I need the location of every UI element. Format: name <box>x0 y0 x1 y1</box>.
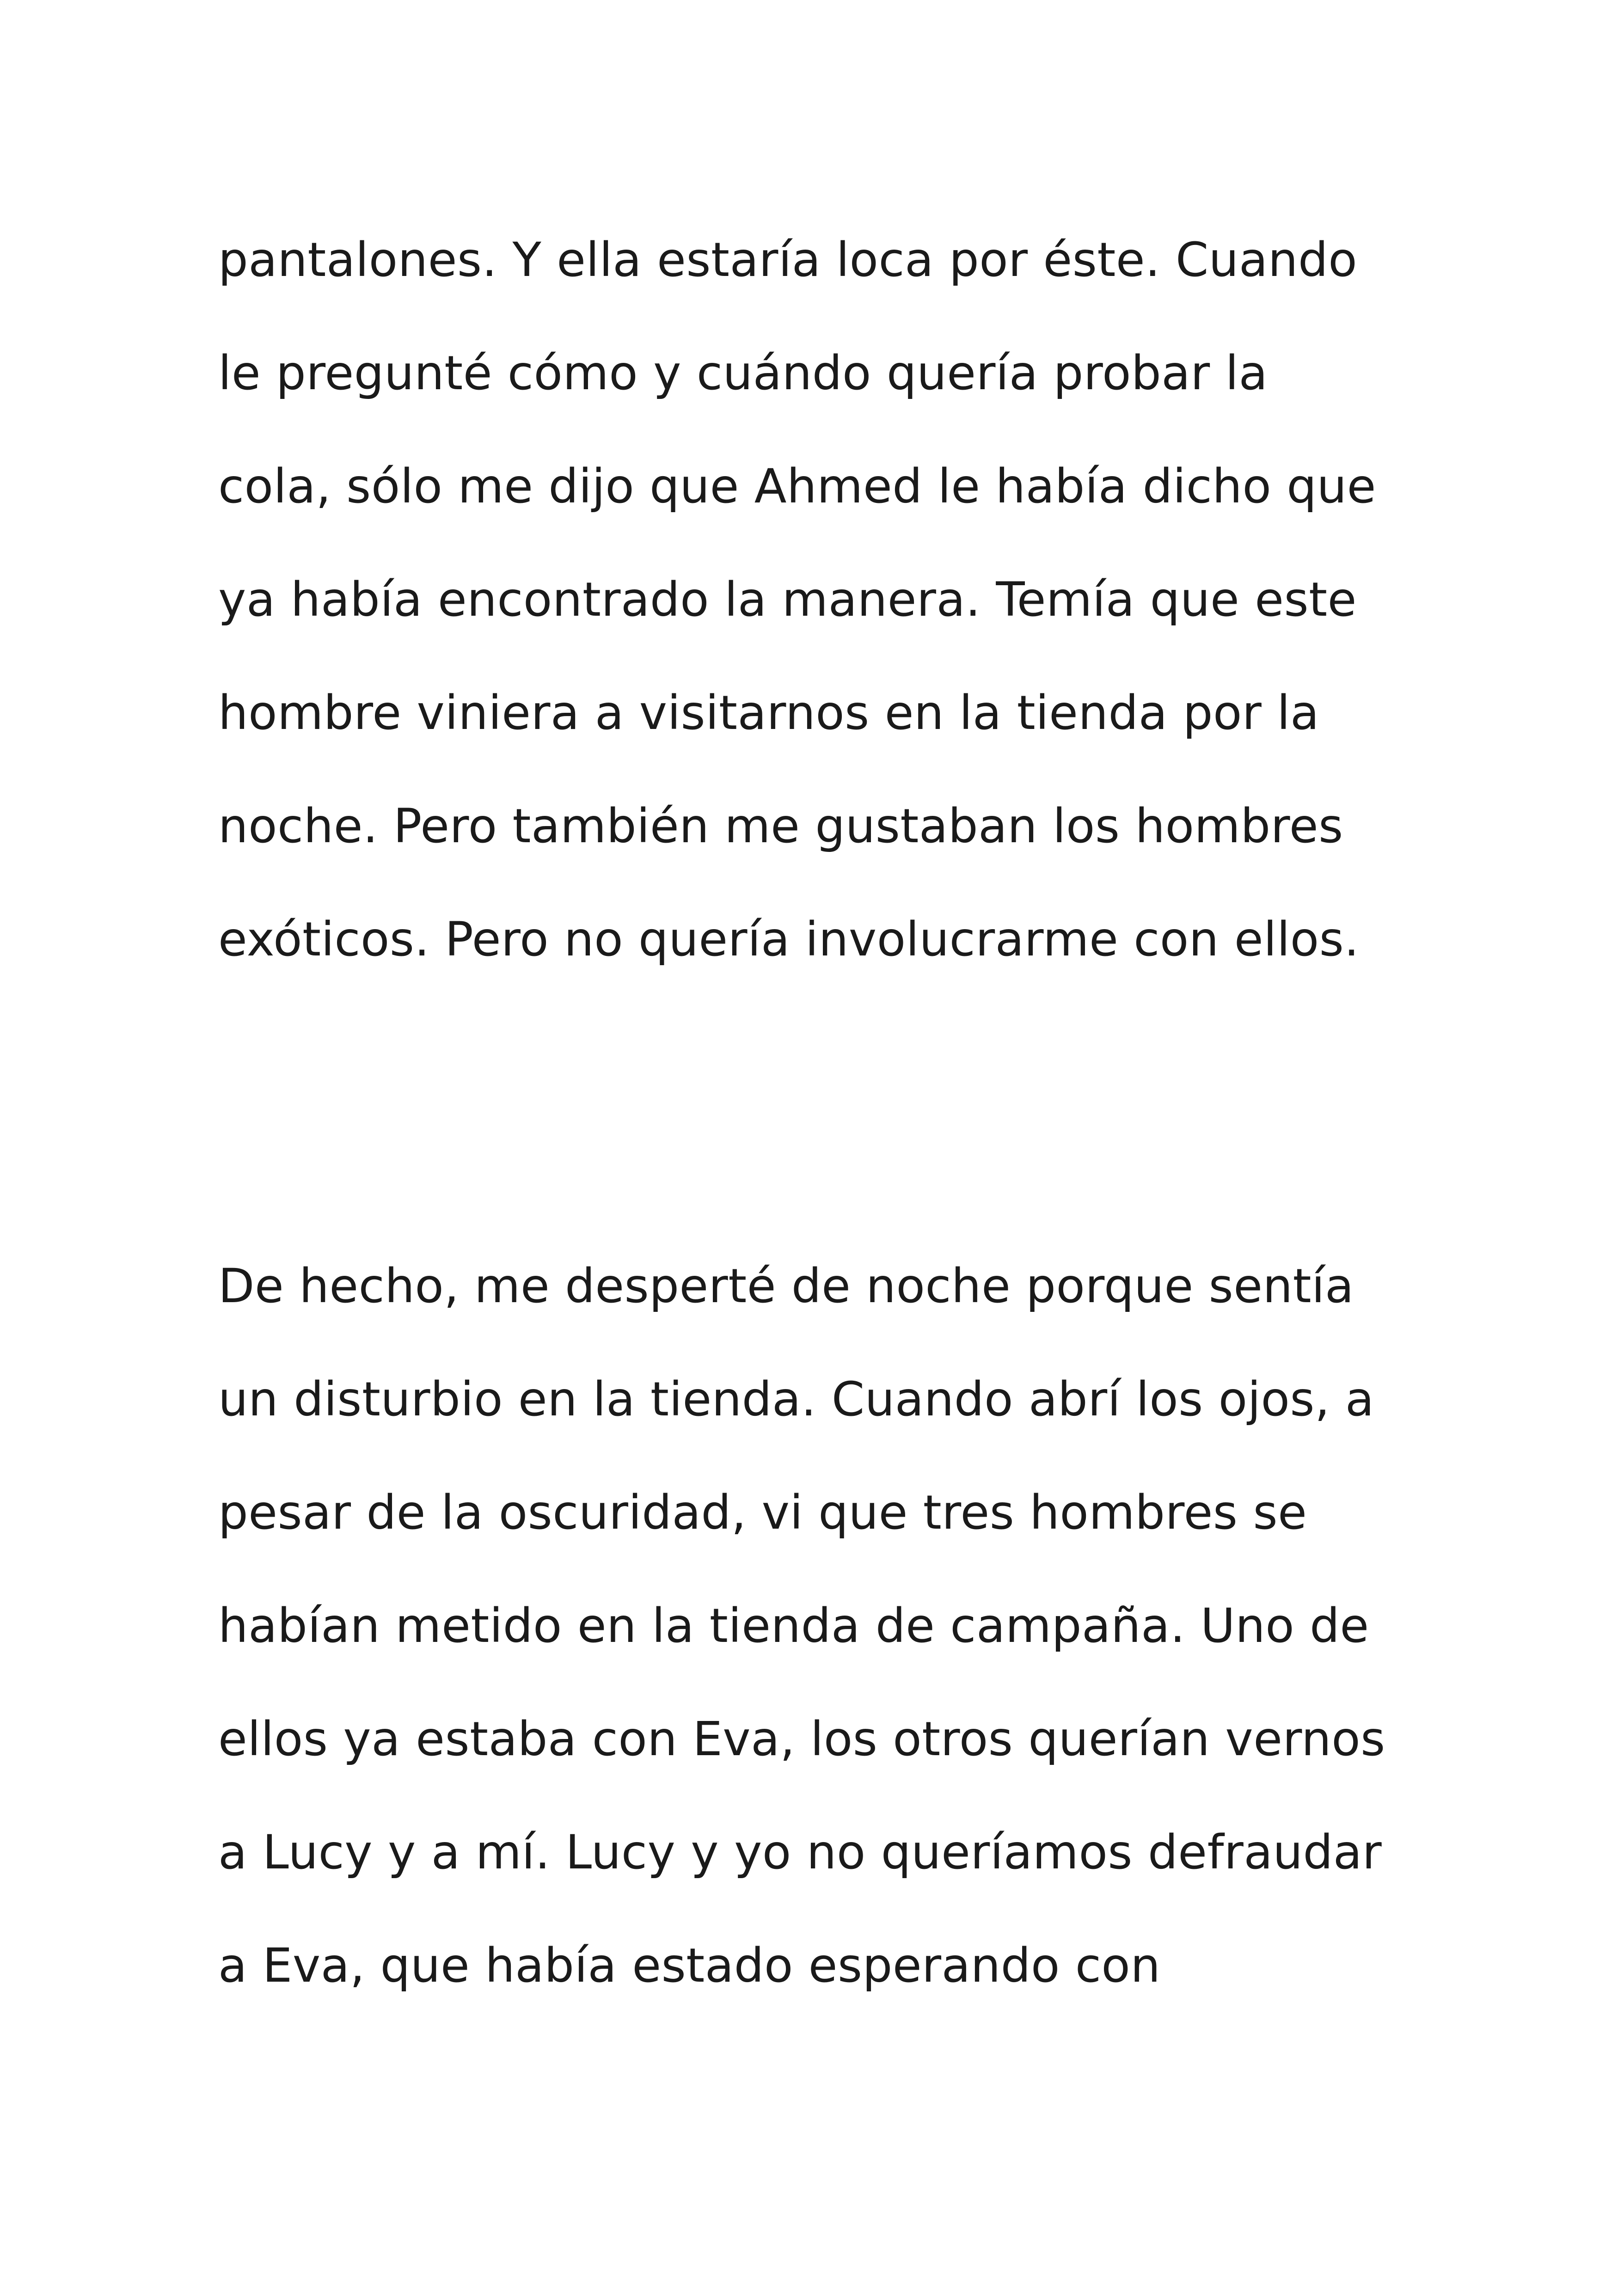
text-line: le pregunté cómo y cuándo quería probar la <box>218 346 1268 401</box>
text-line: un disturbio en la tienda. Cuando abrí los ojos, a <box>218 1372 1374 1427</box>
text-line: habían metido en la tienda de campaña. Uno de <box>218 1598 1369 1653</box>
text-line: a Eva, que había estado esperando con <box>218 1938 1161 1993</box>
text-line: cola, sólo me dijo que Ahmed le había dicho que <box>218 459 1376 514</box>
text-line: pesar de la oscuridad, vi que tres hombres se <box>218 1485 1307 1540</box>
text-line: a Lucy y a mí. Lucy y yo no queríamos defraudar <box>218 1825 1382 1880</box>
text-line: pantalones. Y ella estaría loca por éste. Cuando <box>218 233 1358 288</box>
paragraph-2 <box>218 1230 1466 2022</box>
text-line: exóticos. Pero no quería involucrarme con ellos. <box>218 912 1360 967</box>
text-line: De hecho, me desperté de noche porque sentía <box>218 1259 1354 1314</box>
text-line: ellos ya estaba con Eva, los otros querían vernos <box>218 1712 1385 1767</box>
text-line: noche. Pero también me gustaban los hombres <box>218 799 1343 854</box>
text-line: ya había encontrado la manera. Temía que este <box>218 572 1357 627</box>
text-line: hombre viniera a visitarnos en la tienda por la <box>218 686 1320 741</box>
paragraph-1 <box>218 203 1466 996</box>
